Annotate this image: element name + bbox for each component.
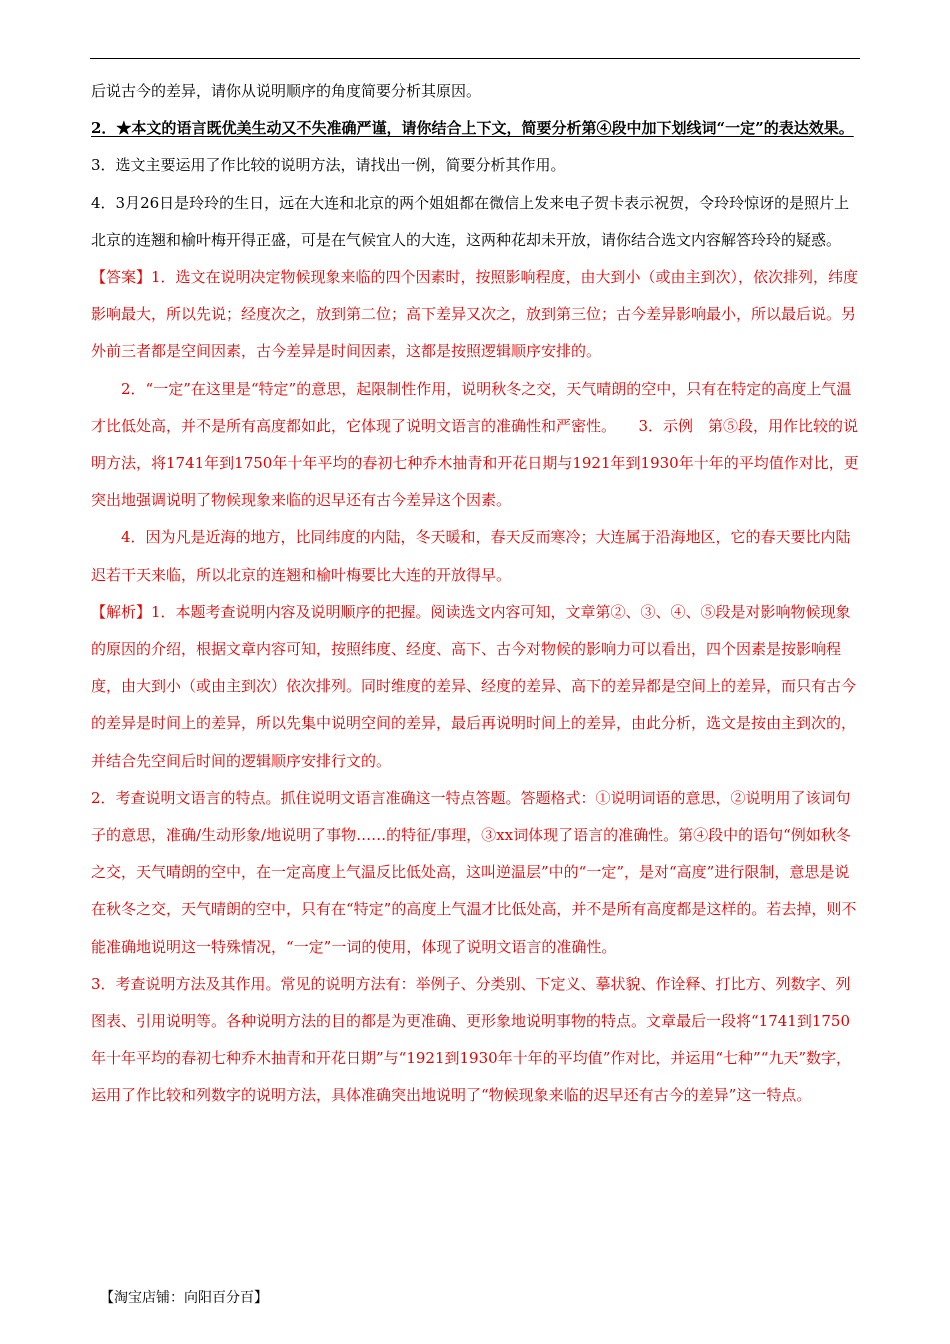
analysis-2: 2．考查说明文语言的特点。抓住说明文语言准确这一特点答题。答题格式：①说明词语的意思，②说明用了该词句子的意思，准确/生动形象/地说明了事物……的特征/事理，③xx词体现了语言的准确性。第④段中的语句“例如秋冬之交，天气晴朗的空中，在一定高度上气温反比低处高，这叫逆温层”中的“一定”，是对“高度”进行限制，意思是说在秋冬之交，天气晴朗的空中，只有在“特定”的高度上气温才比低处高，并不是所有高度都是这样的。若去掉，则不能准确地说明这一特殊情况，“一定”一词的使用，体现了说明文语言的准确性。 (91, 788, 857, 956)
answer-4: 4．因为凡是近海的地方，比同纬度的内陆，冬天暖和，春天反而寒冷；大连属于沿海地区，它的春天要比内陆迟若干天来临，所以北京的连翘和榆叶梅要比大连的开放得早。 (91, 528, 851, 584)
analysis-3: 3．考查说明方法及其作用。常见的说明方法有：举例子、分类别、下定义、摹状貌、作诠释、打比方、列数字、列图表、引用说明等。各种说明方法的目的都是为更准确、更形象地说明事物的特点。文章最后一段将“1741到1750年十年平均的春初七种乔木抽青和开花日期”与“1921到1930年十年的平均值”作对比，并运用“七种”“九天”数字，运用了作比较和列数字的说明方法，具体准确突出地说明了“物候现象来临的迟早还有古今的差异”这一特点。 (91, 974, 852, 1105)
answer-2-3: 2．“一定”在这里是“特定”的意思，起限制性作用，说明秋冬之交，天气晴朗的空中，只有在特定的高度上气温才比低处高，并不是所有高度都如此，它体现了说明文语言的准确性和严密性。 3．示例 第⑤段，用作比较的说明方法，将1741年到1750年十年平均的春初七种乔木抽青和开花日期与1921年到1930年十年的平均值作对比，更突出地强调说明了物候现象来临的迟早还有古今差异这个因素。 (91, 379, 859, 510)
analysis-1: 【解析】1．本题考查说明内容及说明顺序的把握。阅读选文内容可知，文章第②、③、④、⑤段是对影响物候现象的原因的介绍，根据文章内容可知，按照纬度、经度、高下、古今对物候的影响力可以看出，四个因素是按影响程度，由大到小（或由主到次）依次排列。同时维度的差异、经度的差异、高下的差异都是空间上的差异，而只有古今的差异是时间上的差异，所以先集中说明空间的差异，最后再说明时间上的差异，由此分析，选文是按由主到次的，并结合先空间后时间的逻辑顺序安排行文的。 (91, 602, 857, 770)
header-rule (90, 58, 860, 59)
question-3: 3．选文主要运用了作比较的说明方法，请找出一例，简要分析其作用。 (91, 156, 566, 175)
document-body (91, 73, 861, 1115)
answer-1: 【答案】1．选文在说明决定物候现象来临的四个因素时，按照影响程度，由大到小（或由主到次），依次排列，纬度影响最大，所以先说；经度次之，放到第二位；高下差异又次之，放到第三位；古今差异影响最小，所以最后说。另外前三者都是空间因素，古今差异是时间因素，这都是按照逻辑顺序安排的。 (91, 268, 859, 361)
footer-shop-label: 【淘宝店铺：向阳百分百】 (100, 1290, 268, 1306)
question-4: 4．3月26日是玲玲的生日，远在大连和北京的两个姐姐都在微信上发来电子贺卡表示祝贺，令玲玲惊讶的是照片上北京的连翘和榆叶梅开得正盛，可是在气候宜人的大连，这两种花却未开放，请你结合选文内容解答玲玲的疑惑。 (91, 193, 850, 249)
question-1-tail: 后说古今的差异，请你从说明顺序的角度简要分析其原因。 (91, 82, 482, 100)
question-2: 2．★本文的语言既优美生动又不失准确严谨，请你结合上下文，简要分析第④段中加下划线词“一定”的表达效果。 (91, 119, 854, 138)
